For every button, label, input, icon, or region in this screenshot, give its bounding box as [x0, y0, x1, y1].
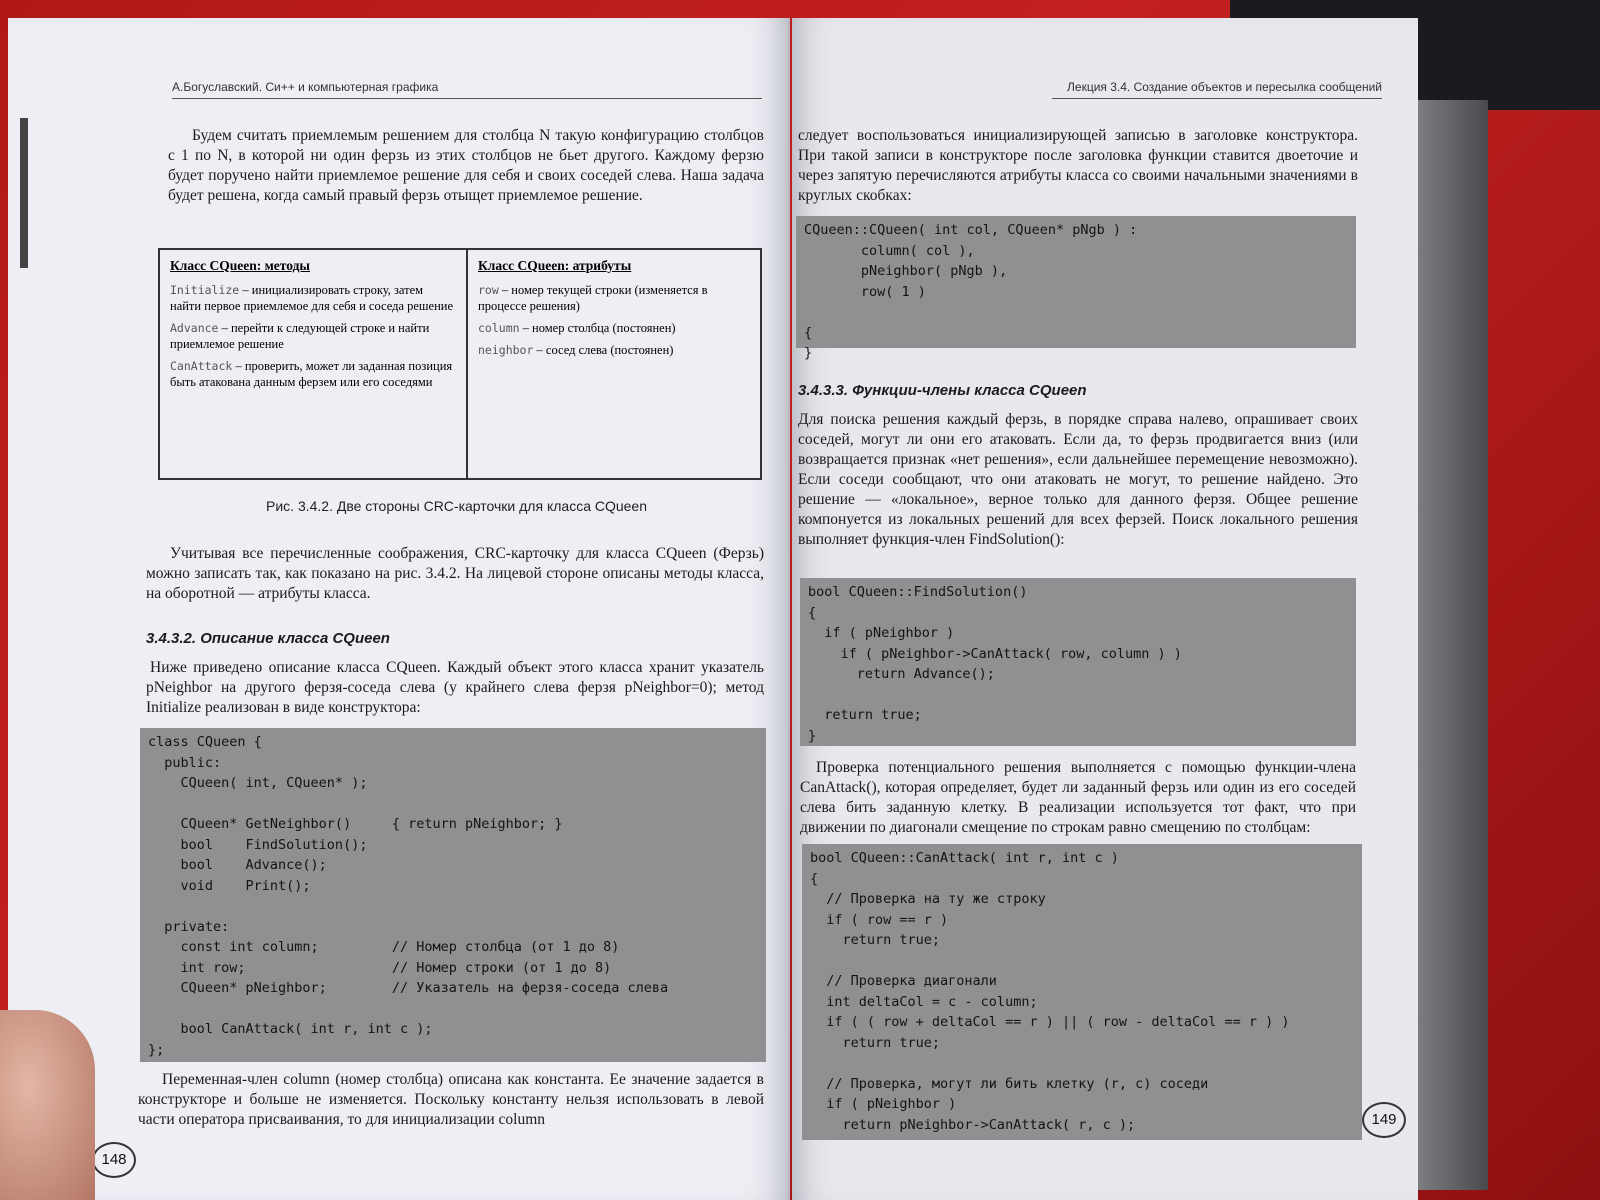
right-paragraph-1: следует воспользоваться инициализирующей записью в заголовке конструктора. При такой записи в конструкторе после заголовка функции ставится двоеточие и через запятую перечисляются атрибуты класса со своими начальными значениями в круглых скобках:	[798, 127, 1358, 204]
left-page	[8, 18, 790, 1200]
bookmark-ribbon	[20, 118, 28, 268]
figure-caption: Рис. 3.4.2. Две стороны CRC-карточки для класса CQueen	[266, 498, 648, 514]
crc-attributes-column	[466, 250, 756, 478]
crc-attribute-item: column – номер столбца (постоянен)	[478, 321, 676, 335]
crc-attributes-title: Класс CQueen: атрибуты	[478, 258, 632, 273]
left-paragraph-3: Ниже приведено описание класса CQueen. Каждый объект этого класса хранит указатель pNeighbor на другого ферзя-соседа слева (у крайнего слева ферзя pNeighbor=0); метод Initialize реализован в виде конструктора:	[146, 659, 764, 716]
right-paragraph-3: Проверка потенциального решения выполняется с помощью функции-члена CanAttack(), которая определяет, будет ли заданный ферзь или один из его соседей слева бить заданную клетку. В реализации используется тот факт, что при движении по диагонали смещение по строкам равно смещению по столбцам:	[800, 759, 1356, 836]
left-running-header: А.Богуславский. Си++ и компьютерная графика	[172, 80, 762, 99]
section-heading-3-4-3-2: 3.4.3.2. Описание класса CQueen	[146, 630, 390, 647]
crc-methods-column	[160, 250, 466, 478]
page-number-148: 148	[92, 1142, 136, 1178]
left-paragraph-2: Учитывая все перечисленные соображения, CRC-карточку для класса CQueen (Ферзь) можно записать так, как показано на рис. 3.4.2. На лицевой стороне описаны методы класса, на оборотной — атрибуты класса.	[146, 545, 764, 602]
findsolution-code-block: bool CQueen::FindSolution() { if ( pNeighbor ) if ( pNeighbor->CanAttack( row, column ) ) return Advance(); return true; }	[800, 578, 1356, 746]
crc-attribute-item: row – номер текущей строки (изменяется в процессе решения)	[478, 283, 708, 313]
thumb	[0, 1010, 95, 1200]
book-page-edges	[1418, 100, 1488, 1190]
crc-card	[158, 248, 762, 480]
crc-method-item: CanAttack – проверить, может ли заданная позиция быть атакована данным ферзем или его соседями	[170, 359, 453, 389]
section-heading-3-4-3-3: 3.4.3.3. Функции-члены класса CQueen	[798, 382, 1087, 399]
right-running-header: Лекция 3.4. Создание объектов и пересылка сообщений	[1052, 80, 1382, 99]
crc-method-item: Initialize – инициализировать строку, затем найти первое приемлемое для себя и соседа решение	[170, 283, 454, 313]
canattack-code-block: bool CQueen::CanAttack( int r, int c ) { // Проверка на ту же строку if ( row == r ) return true; // Проверка диагонали int deltaCol = c - column; if ( ( row + deltaCol == r ) || ( row - deltaCol == r ) ) return true; // Проверка, могут ли бить клетку (r, c) соседи if ( pNeighbor ) return pNeighbor->CanAttack( r, c );	[802, 844, 1362, 1140]
right-page	[792, 18, 1418, 1200]
left-paragraph-4: Переменная-член column (номер столбца) описана как константа. Ее значение задается в конструкторе и больше не изменяется. Поскольку константу нельзя использовать в левой части оператора присваивания, то для инициализации column	[138, 1071, 764, 1128]
crc-attribute-item: neighbor – сосед слева (постоянен)	[478, 343, 674, 357]
right-paragraph-2: Для поиска решения каждый ферзь, в порядке справа налево, опрашивает своих соседей, могут ли они его атаковать. Если да, то ферзь продвигается вниз (или возвращается признак «нет решения», если дальнейшее перемещение невозможно). Если соседи сообщают, что они атаковать не могут, то решение найдено. Это решение — «локальное», верное только для данного ферзя. Общее решение компонуется из локальных решений для всех ферзей. Поиск локального решения выполняет функция-член FindSolution():	[798, 411, 1358, 548]
class-declaration-code-block: class CQueen { public: CQueen( int, CQueen* ); CQueen* GetNeighbor() { return pNeighbor; } bool FindSolution(); bool Advance(); void Print(); private: const int column; // Номер столбца (от 1 до 8) int row; // Номер строки (от 1 до 8) CQueen* pNeighbor; // Указатель на ферзя-соседа слева bool CanAttack( int r, int c ); };	[140, 728, 766, 1062]
crc-methods-title: Класс CQueen: методы	[170, 258, 310, 273]
page-number-149: 149	[1362, 1102, 1406, 1138]
constructor-code-block: CQueen::CQueen( int col, CQueen* pNgb ) : column( col ), pNeighbor( pNgb ), row( 1 ) { }	[796, 216, 1356, 348]
crc-method-item: Advance – перейти к следующей строке и найти приемлемое решение	[170, 321, 430, 351]
left-paragraph-1: Будем считать приемлемым решением для столбца N такую конфигурацию столбцов с 1 по N, в которой ни один ферзь из этих столбцов не бьет другого. Каждому ферзю будет поручено найти приемлемое решение для себя и своих соседей слева. Наша задача будет решена, когда самый правый ферзь отыщет приемлемое решение.	[168, 127, 764, 204]
